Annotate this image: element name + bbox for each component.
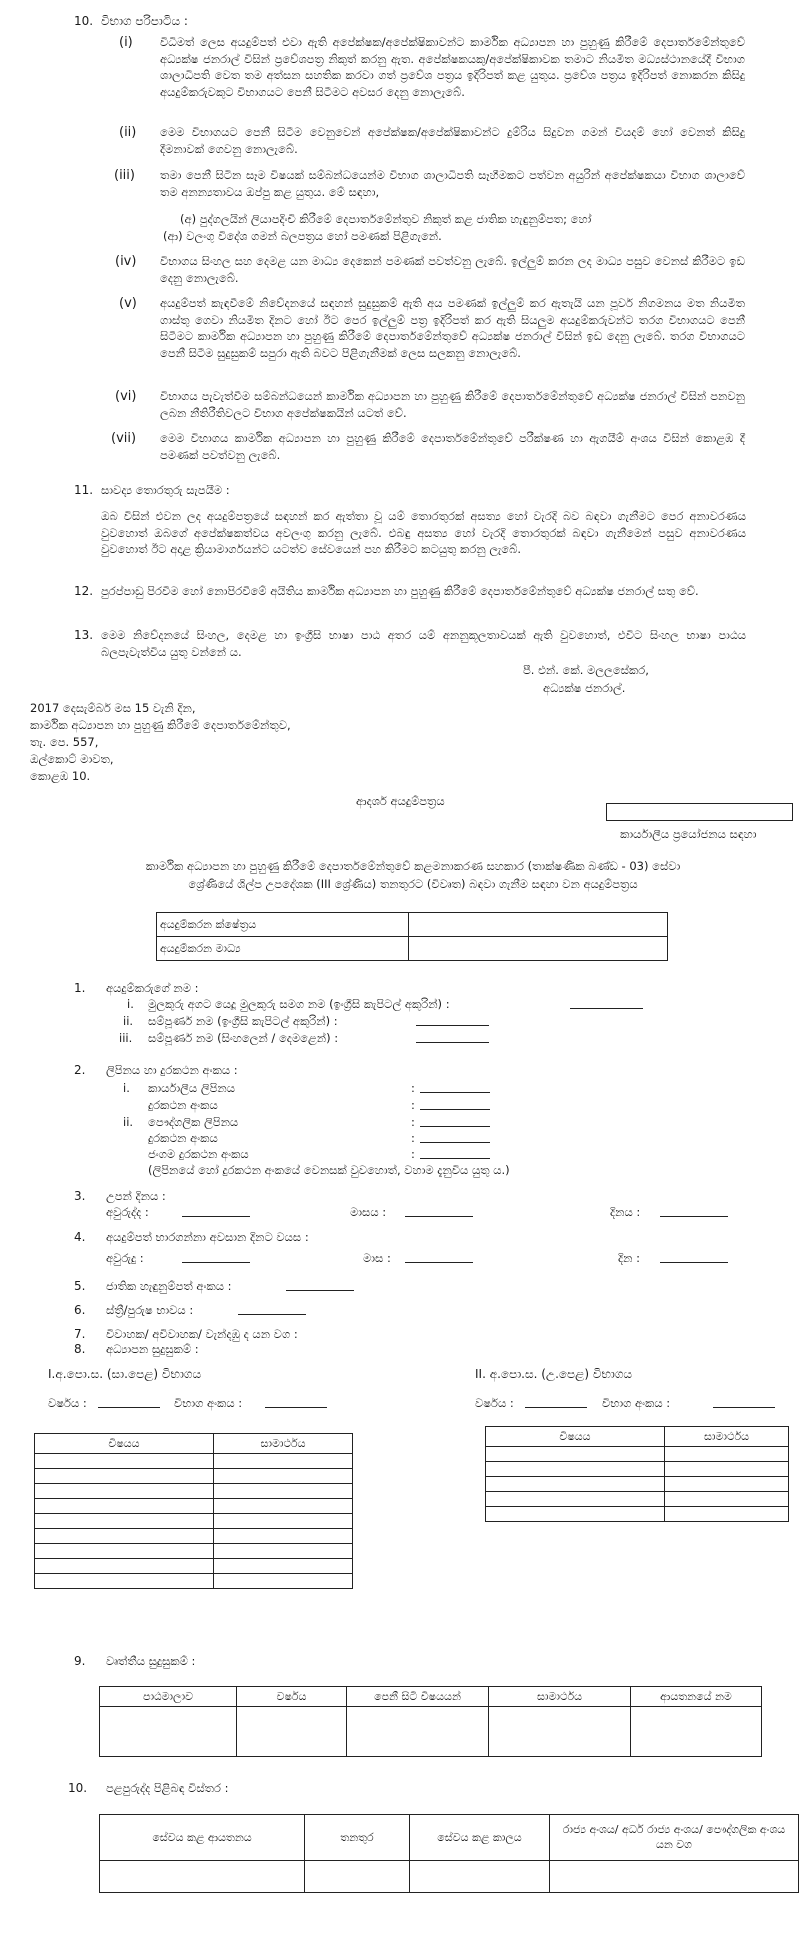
q1-roman: ii. (123, 1014, 134, 1028)
table-cell[interactable] (486, 1477, 665, 1492)
q2-roman: ii. (123, 1115, 134, 1129)
table-cell[interactable] (214, 1499, 353, 1514)
item-number: (vii) (111, 431, 137, 446)
table-cell[interactable] (35, 1574, 214, 1589)
table-cell[interactable] (410, 1861, 550, 1893)
q2-item-label: කාර්යාලීය ලිපිනය (148, 1081, 235, 1095)
table-cell[interactable] (35, 1529, 214, 1544)
item-number: (v) (119, 296, 137, 311)
col-header-post: තනතුර (305, 1815, 410, 1861)
full-name-english-field[interactable] (416, 1025, 489, 1026)
field-label: අයදුම්කරන ක්ෂේත්‍රය (157, 913, 409, 937)
birth-year-field[interactable] (182, 1216, 250, 1217)
address-line: කාර්මික අධ්‍යාපන හා පුහුණු කිරීමේ දෙපාර්තමේන්තුව, (30, 718, 291, 732)
section-13-text: මෙම නිවේදනයේ සිංහල, දෙමළ හා ඉංග්‍රීසි භාෂා පාඨ අතර යම් අනනුකූලතාවයක් ඇති වුවහොත්, එවිට සිංහල භාෂා පාඨය බලපැවැත්විය යුතු වන්නේ ය. (101, 628, 746, 659)
ol-index-field[interactable] (265, 1407, 327, 1408)
table-row (35, 1529, 353, 1544)
table-cell[interactable] (489, 1707, 631, 1757)
gender-field[interactable] (238, 1314, 306, 1315)
ol-year-field[interactable] (98, 1407, 160, 1408)
table-cell[interactable] (35, 1544, 214, 1559)
q2-note: (ලිපිනයේ හෝ දුරකථන අංකයේ වෙනසක් වුවහොත්, වහාම දැනුවිය යුතු ය.) (148, 1163, 510, 1177)
section-11-number: 11. (74, 483, 94, 497)
q3-month-label: මාසය : (350, 1205, 387, 1219)
q3-day-label: දිනය : (610, 1205, 641, 1219)
table-cell[interactable] (214, 1544, 353, 1559)
q6-label: ස්ත්‍රී/පුරුෂ භාවය : (106, 1303, 194, 1317)
q5-label: ජාතික හැඳුනුම්පත් අංකය : (106, 1279, 232, 1293)
table-cell[interactable] (35, 1559, 214, 1574)
q3-label: උපන් දිනය : (106, 1189, 166, 1203)
office-use-label: කාර්යාලීය ප්‍රයෝජනය සඳහා (620, 827, 757, 841)
al-year-label: වර්ෂය : (475, 1396, 514, 1410)
office-phone-field[interactable] (420, 1109, 490, 1110)
office-use-box[interactable] (606, 803, 793, 821)
q2-number: 2. (74, 1063, 86, 1077)
id-option-b: (ආ) වලංගු විදේශ ගමන් බලපත්‍රය හෝ පමණක් පිළිගැනේ. (163, 229, 442, 243)
q1-item-label: සම්පූර්ණ නම (සිංහලෙන් / දෙමළෙන්) : (148, 1031, 339, 1045)
q1-roman: i. (127, 997, 134, 1011)
mobile-phone-field[interactable] (420, 1158, 490, 1159)
form-heading: ආදර්ශ අයදුම්පත්‍රය (356, 794, 445, 808)
table-cell[interactable] (665, 1462, 789, 1477)
table-cell[interactable] (305, 1861, 410, 1893)
table-row (486, 1477, 789, 1492)
table-cell[interactable] (214, 1529, 353, 1544)
q4-label: අයදුම්පත් භාරගන්නා අවසාන දිනට වයස : (106, 1230, 309, 1244)
table-cell[interactable] (665, 1447, 789, 1462)
table-row (486, 1462, 789, 1477)
item-text: විභාගය සිංහල සහ දෙමළ යන මාධ්‍ය දෙකෙන් පමණක් පවත්වනු ලැබේ. ඉල්ලුම් කරන ලද මාධ්‍ය පසුව වෙනස් කිරීමට ඉඩ දෙනු නොලැබේ. (160, 254, 745, 285)
item-text: තමා පෙනී සිටින සෑම විෂයක් සම්බන්ධයෙන්ම විභාග ශාලාධිපති සෑහීමකට පත්වන අයුරින් අපේක්ෂකයා විභාග ශාලාවේ තම අනන්‍යතාවය ඔප්පු කළ යුතුය. මේ සඳහා, (160, 168, 745, 199)
table-cell[interactable] (214, 1514, 353, 1529)
al-exam-title: II. අ.පො.ස. (උ.පෙළ) විභාගය (475, 1367, 633, 1381)
table-row (35, 1454, 353, 1469)
col-header-grade: සාමාර්ථය (665, 1427, 789, 1447)
address-line: තැ. පෙ. 557, (30, 735, 99, 749)
table-cell[interactable] (214, 1574, 353, 1589)
q8-label: අධ්‍යාපන සුදුසුකම් : (106, 1342, 199, 1356)
table-cell[interactable] (550, 1861, 799, 1893)
table-cell[interactable] (100, 1707, 237, 1757)
q1-roman: iii. (119, 1031, 133, 1045)
table-cell[interactable] (486, 1447, 665, 1462)
ol-year-label: වර්ෂය : (48, 1396, 87, 1410)
private-phone-field[interactable] (420, 1142, 490, 1143)
ol-results-table (34, 1433, 353, 1589)
signatory-name: පී. එන්. කේ. මලලසේකර, (523, 663, 649, 677)
table-row (35, 1514, 353, 1529)
table-row (35, 1559, 353, 1574)
q2-label: ලිපිනය හා දුරකථන අංකය : (106, 1063, 238, 1077)
full-name-sinhala-field[interactable] (416, 1042, 489, 1043)
section-11-title: සාවද්‍ය තොරතුරු සැපයීම : (101, 483, 230, 497)
item-text: විභාගය පැවැත්වීම සම්බන්ධයෙන් කාර්මික අධ්‍යාපන හා පුහුණු කිරීමේ දෙපාර්තමේන්තුවේ අධ්‍යක්ෂ ජනරාල් විසින් පනවනු ලබන නීතිරීතිවලට විභාග අපේක්ෂකයින් යටත් වේ. (160, 389, 745, 420)
nic-field[interactable] (286, 1290, 354, 1291)
q2-roman: i. (123, 1081, 130, 1095)
table-row (35, 1574, 353, 1589)
form-title-line: ශ්‍රේණියේ ශිල්ප උපදේශක (III ශ්‍රේණිය) තනතුරට (විවෘත) බඳවා ගැනීම සඳහා වන අයදුම්පත්‍රය (188, 877, 638, 891)
al-year-field[interactable] (525, 1407, 587, 1408)
age-days-field[interactable] (660, 1262, 728, 1263)
address-line: 2017 දෙසැම්බර් මස 15 වැනි දින, (30, 701, 196, 715)
q1-number: 1. (74, 981, 86, 995)
section-12-text: පුරප්පාඩු පිරවීම හෝ නොපිරවීමේ අයිතිය කාර්මික අධ්‍යාපන හා පුහුණු කිරීමේ දෙපාර්තමේන්තුවේ අධ්‍යක්ෂ ජනරාල් සතු වේ. (101, 584, 699, 598)
age-years-field[interactable] (182, 1262, 250, 1263)
item-text: මෙම විභාගයට පෙනී සිටීම වෙනුවෙන් අපේක්ෂක/අපේක්ෂිකාවන්ට දුම්රිය සිදුවන ගමන් වියදම් හෝ වෙනත් කිසිදු දීමනාවක් ගෙවනු නොලැබේ. (160, 125, 745, 156)
section-13-number: 13. (74, 628, 94, 642)
q7-label: විවාහක/ අවිවාහක/ වැන්දඹු ද යන වග : (106, 1327, 298, 1341)
id-option-a: (අ) පුද්ගලයින් ලියාපදිංචි කිරීමේ දෙපාර්තමේන්තුව නිකුත් කළ ජාතික හැඳුනුම්පත; හෝ (180, 212, 592, 226)
q2-item-label: ජංගම දුරකථන අංකය (148, 1147, 249, 1161)
table-row (35, 1469, 353, 1484)
age-months-field[interactable] (405, 1262, 473, 1263)
signatory-title: අධ්‍යක්ෂ ජනරාල්. (543, 681, 626, 695)
item-number: (iv) (115, 254, 137, 269)
table-cell[interactable] (237, 1707, 347, 1757)
medium-value-cell[interactable] (409, 937, 668, 961)
q2-item-label: දුරකථන අංකය (148, 1098, 218, 1112)
table-row (486, 1507, 789, 1522)
al-index-field[interactable] (713, 1407, 775, 1408)
table-cell[interactable] (665, 1492, 789, 1507)
table-row (486, 1492, 789, 1507)
address-line: කොළඹ 10. (30, 769, 91, 783)
office-address-field[interactable] (420, 1092, 490, 1093)
table-cell[interactable] (214, 1454, 353, 1469)
item-number: (vi) (115, 389, 137, 404)
experience-table (99, 1814, 799, 1893)
medium-label: අයදුම්කරන මාධ්‍ය (157, 937, 409, 961)
table-cell[interactable] (35, 1469, 214, 1484)
col-header-course: පාඨමාලාව (100, 1687, 237, 1707)
col-header-subject: විෂයය (486, 1427, 665, 1447)
q10-number: 10. (68, 1781, 88, 1795)
table-cell[interactable] (486, 1507, 665, 1522)
q1-item-label: සම්පූර්ණ නම (ඉංග්‍රීසි කැපිටල් අකුරින්) : (148, 1014, 338, 1028)
col-header-institute: ආයතනයේ නම (631, 1687, 762, 1707)
q9-number: 9. (74, 1654, 86, 1668)
field-medium-table (156, 912, 668, 961)
table-cell[interactable] (486, 1462, 665, 1477)
al-index-label: විභාග අංකය : (602, 1396, 671, 1410)
item-text: මෙම විභාගය කාර්මික අධ්‍යාපන හා පුහුණු කිරීමේ දෙපාර්තමේන්තුවේ පරීක්ෂණ හා ඇගයීම් අංශය විසින් කොළඹ දී පමණක් පවත්වනු ලැබේ. (160, 431, 745, 462)
col-header-grade: සාමාර්ථය (214, 1434, 353, 1454)
q4-month-label: මාස : (363, 1251, 391, 1265)
q1-item-label: මුලකුරු අගට යෙදූ මුලකුරු සමග නම (ඉංග්‍රීසි කැපිටල් අකුරින්) : (148, 997, 450, 1011)
table-cell[interactable] (35, 1499, 214, 1514)
table-row (486, 1447, 789, 1462)
address-line: ඔල්කොට් මාවත, (30, 752, 114, 766)
table-cell[interactable] (100, 1861, 305, 1893)
table-cell[interactable] (214, 1484, 353, 1499)
q4-year-label: අවුරුදු : (106, 1251, 144, 1265)
q4-day-label: දින : (618, 1251, 640, 1265)
table-cell[interactable] (665, 1507, 789, 1522)
al-results-table (485, 1426, 789, 1522)
table-cell[interactable] (631, 1707, 762, 1757)
table-cell[interactable] (347, 1707, 489, 1757)
professional-qualifications-table (99, 1686, 762, 1757)
q9-label: වෘත්තීය සුදුසුකම් : (106, 1654, 196, 1668)
table-cell[interactable] (35, 1484, 214, 1499)
col-header-subjects: පෙනී සිටි විෂයයන් (347, 1687, 489, 1707)
table-row (35, 1544, 353, 1559)
q3-year-label: අවුරුද්ද : (106, 1205, 149, 1219)
q10-label: පළපුරුද්ද පිළිබඳ විස්තර : (106, 1781, 229, 1795)
col-header-grade: සාමාර්ථය (489, 1687, 631, 1707)
birth-day-field[interactable] (660, 1216, 728, 1217)
section-11-text: ඔබ විසින් එවන ලද අයදුම්පත්‍රයේ සඳහන් කර ඇත්තා වූ යම් තොරතුරක් අසත්‍ය හෝ වැරදි බව බඳවා ගැනීමට පෙර අනාවරණය වුවහොත් ඔබගේ අපේක්ෂකත්වය අවලංගු කරනු ලැබේ. එබඳු අසත්‍ය හෝ වැරදි තොරතුරක් බඳවා ගැනීමෙන් පසුව අනාවරණය වුවහොත් ඊට අදාළ ක්‍රියාමාර්ගයන්ට යටත්ව සේවයෙන් පහ කිරීමට කටයුතු කරනු ලැබේ. (101, 509, 746, 557)
form-title-line: කාර්මික අධ්‍යාපන හා පුහුණු කිරීමේ දෙපාර්තමේන්තුවේ කළමනාකරණ සහකාර (තාක්ෂණික බණ්ඩ - 03) සේවා (145, 859, 681, 873)
q8-number: 8. (74, 1342, 86, 1356)
section-12-number: 12. (74, 584, 94, 598)
section-10-number: 10. (74, 14, 94, 28)
q2-item-label: පෞද්ගලික ලිපිනය (148, 1115, 239, 1129)
col-header-institution: සේවය කළ ආයතනය (100, 1815, 305, 1861)
table-cell[interactable] (35, 1514, 214, 1529)
item-text: විධිමත් ලෙස අයදුම්පත් එවා ඇති අපේක්ෂක/අපේක්ෂිකාවන්ට කාර්මික අධ්‍යාපන හා පුහුණු කිරීමේ දෙපාර්තමේන්තුවේ අධ්‍යක්ෂ ජනරාල් විසින් ප්‍රවේශපත්‍ර නිකුත් කරනු ඇත. අපේක්ෂකයකු/අපේක්ෂිකාවක තමාට නියමිත මධ්‍යස්ථානයේදී විභාග ශාලාධිපති වෙත තම අත්සන සහතික කරවා ගත් ප්‍රවේශ පත්‍රය ඉදිරිපත් කළ යුතුය. ප්‍රවේශ පත්‍රය ඉදිරිපත් නොකරන කිසිදු අයදුම්කරුවකුට විභාගයට පෙනී සිටීමට අවසර දෙනු නොලැබේ. (160, 35, 745, 100)
col-header-service-period: සේවය කළ කාලය (410, 1815, 550, 1861)
table-row (35, 1484, 353, 1499)
q3-number: 3. (74, 1189, 86, 1203)
item-number: (iii) (114, 168, 135, 183)
item-number: (i) (119, 35, 133, 50)
field-value-cell[interactable] (409, 913, 668, 937)
item-text: අයදුම්පත් කැඳවීමේ නිවේදනයේ සඳහන් සුදුසුකම් ඇති අය පමණක් ඉල්ලුම් කර ඇතැයි යන පූර්ව නිගමනය මත නියමිත ගාස්තු ගෙවා නියමිත දිනට හෝ ඊට පෙර ඉල්ලුම් පත්‍ර ඉදිරිපත් කර ඇති සියලුම අයදුම්කරුවන්ට තරග විභාගයට පෙනී සිටීමට කාර්මික අධ්‍යාපන හා පුහුණු කිරීමේ දෙපාර්තමේන්තුවේ අධ්‍යක්ෂ ජනරාල් විසින් ඉඩ දෙනු ලැබේ. තරග විභාගයට පෙනී සිටීම සුදුසුකම් සපුරා ඇති බවට පිළිගැනීමක් ලෙස සලකනු නොලැබේ. (160, 296, 745, 361)
ol-exam-title: I.අ.පො.ස. (සා.පෙළ) විභාගය (48, 1367, 202, 1381)
col-header-subject: විෂයය (35, 1434, 214, 1454)
section-10-title: විභාග පරිපාටිය : (101, 14, 188, 28)
table-cell[interactable] (35, 1454, 214, 1469)
table-cell[interactable] (665, 1477, 789, 1492)
private-address-field[interactable] (420, 1126, 490, 1127)
col-header-year: වර්ෂය (237, 1687, 347, 1707)
q2-item-label: දුරකථන අංකය (148, 1131, 218, 1145)
col-header-sector: රාජ්‍ය අංශය/ අර්ධ රාජ්‍ය අංශය/ පෞද්ගලික අංශය යන වග (550, 1815, 799, 1861)
q5-number: 5. (74, 1279, 86, 1293)
table-cell[interactable] (214, 1559, 353, 1574)
address-block (30, 700, 291, 785)
birth-month-field[interactable] (405, 1216, 473, 1217)
item-number: (ii) (119, 125, 137, 140)
ol-index-label: විභාග අංකය : (174, 1396, 243, 1410)
name-initials-field[interactable] (570, 1008, 643, 1009)
table-cell[interactable] (486, 1492, 665, 1507)
q1-label: අයදුම්කරුගේ නම : (106, 981, 199, 995)
q4-number: 4. (74, 1230, 86, 1244)
table-cell[interactable] (214, 1469, 353, 1484)
q6-number: 6. (74, 1303, 86, 1317)
table-row (35, 1499, 353, 1514)
q7-number: 7. (74, 1327, 86, 1341)
